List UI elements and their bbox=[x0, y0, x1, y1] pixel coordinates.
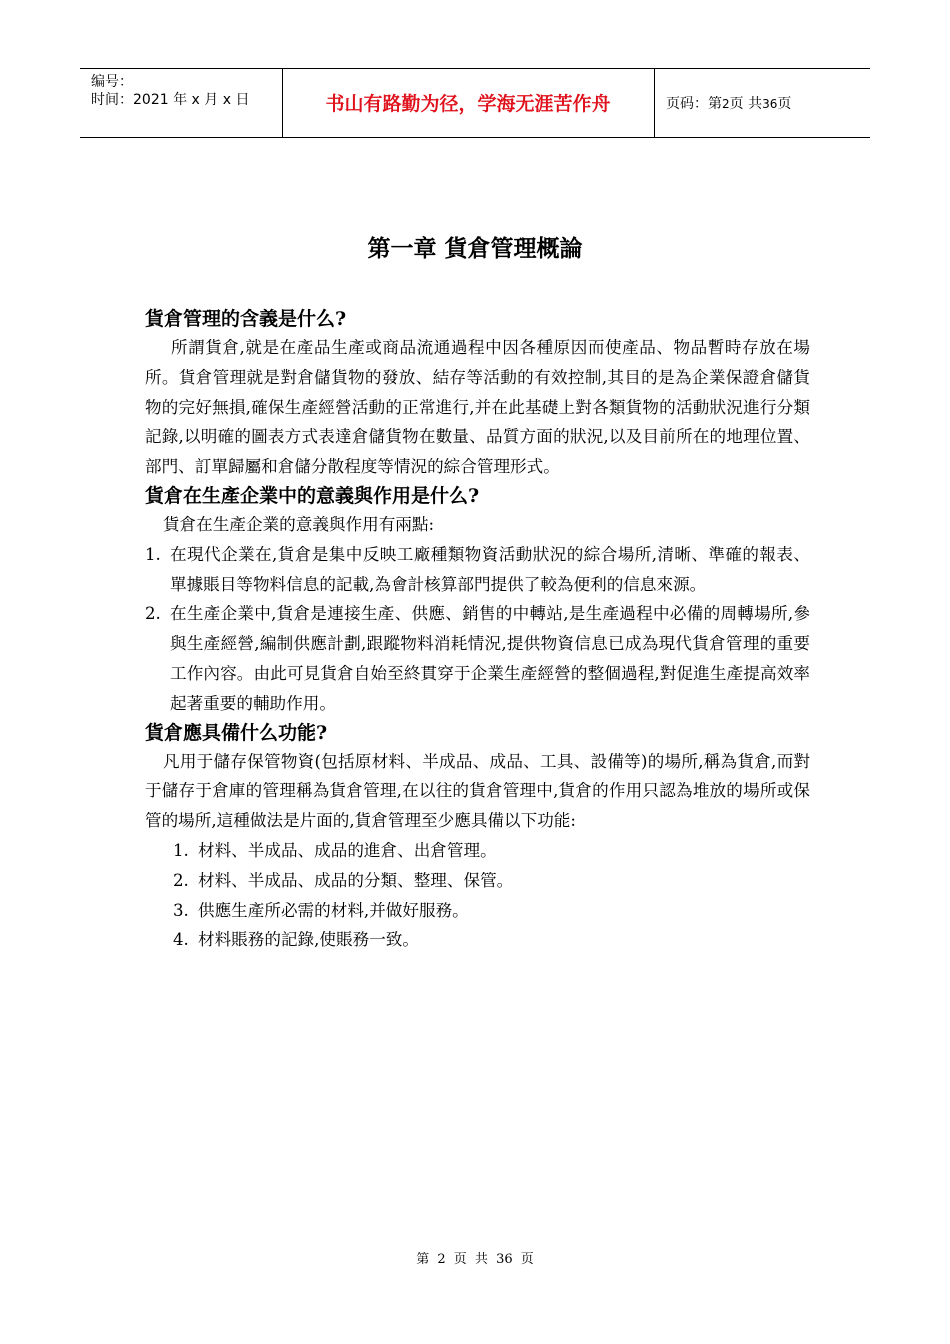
list-item bbox=[145, 540, 810, 600]
chapter-title: 第一章 貨倉管理概論 bbox=[367, 235, 583, 262]
footer-prefix: 第 bbox=[416, 1252, 430, 1267]
list-item-text: 材料、半成品、成品的進倉、出倉管理。 bbox=[198, 840, 497, 860]
slogan: 书山有路勤为径，学海无涯苦作舟 bbox=[325, 93, 611, 115]
page-code-suffix: 页 bbox=[777, 96, 792, 112]
section-heading: 貨倉在生產企業中的意義與作用是什么? bbox=[145, 484, 480, 507]
section-paragraph: 凡用于儲存保管物資(包括原材料、半成品、成品、工具、設備等)的場所,稱為貨倉,而對于儲存于倉庫的管理稱為貨倉管理,在以往的貨倉管理中,貨倉的作用只認為堆放的場所或保管的場所,這種做法是片面的,貨倉管理至少應具備以下功能: bbox=[145, 751, 810, 831]
page-code-total: 36 bbox=[762, 97, 778, 111]
document-date: 时间：2021 年 x 月 x 日 bbox=[91, 92, 250, 108]
header-slogan-cell bbox=[282, 69, 655, 137]
list-item-number: 4. bbox=[173, 930, 189, 950]
list-item-number: 2. bbox=[145, 604, 161, 624]
list-item-text: 材料、半成品、成品的分類、整理、保管。 bbox=[198, 870, 514, 890]
list-item-number: 1. bbox=[173, 840, 189, 860]
list-item bbox=[145, 599, 810, 718]
page-code-mid: 页 共 bbox=[729, 96, 763, 112]
header-info-cell bbox=[80, 69, 283, 137]
page-code-prefix: 页码：第 bbox=[666, 96, 722, 112]
list-item-number: 1. bbox=[145, 544, 161, 564]
list-item-text: 供應生產所必需的材料,并做好服務。 bbox=[198, 900, 469, 920]
section-significance bbox=[145, 482, 810, 719]
list-item bbox=[173, 866, 810, 896]
list-item bbox=[173, 925, 810, 955]
footer-current-page: 2 bbox=[437, 1252, 446, 1267]
section-heading: 貨倉應具備什么功能? bbox=[145, 721, 328, 744]
functions-list bbox=[145, 836, 810, 955]
footer-mid: 页 共 bbox=[453, 1252, 488, 1267]
list-item bbox=[173, 896, 810, 926]
list-item-number: 3. bbox=[173, 900, 189, 920]
document-number-label: 编号： bbox=[91, 74, 133, 90]
section-functions bbox=[145, 719, 810, 956]
significance-list bbox=[145, 540, 810, 719]
list-item-text: 在現代企業在,貨倉是集中反映工廠種類物資活動狀況的綜合場所,清晰、準確的報表、單據賬目等物料信息的記載,為會計核算部門提供了較為便利的信息來源。 bbox=[170, 544, 810, 594]
page-header bbox=[80, 68, 870, 138]
header-page-cell bbox=[654, 69, 870, 137]
footer-suffix: 页 bbox=[520, 1252, 534, 1267]
list-item-text: 在生產企業中,貨倉是連接生產、供應、銷售的中轉站,是生產過程中必備的周轉場所,參與生產經營,編制供應計劃,跟蹤物料消耗情況,提供物資信息已成為現代貨倉管理的重要工作內容。由此可見貨倉自始至終貫穿于企業生產經營的整個過程,對促進生產提高效率起著重要的輔助作用。 bbox=[170, 604, 810, 713]
page-code bbox=[666, 93, 791, 113]
page-footer bbox=[0, 1248, 950, 1267]
section-meaning bbox=[145, 305, 810, 482]
page-code-current: 2 bbox=[722, 97, 730, 111]
section-paragraph: 貨倉在生產企業的意義與作用有兩點: bbox=[163, 514, 435, 534]
section-heading: 貨倉管理的含義是什么? bbox=[145, 308, 347, 330]
document-body bbox=[145, 305, 810, 955]
list-item bbox=[173, 836, 810, 866]
list-item-text: 材料賬務的記錄,使賬務一致。 bbox=[198, 930, 419, 950]
list-item-number: 2. bbox=[173, 870, 189, 890]
section-paragraph: 所謂貨倉,就是在產品生產或商品流通過程中因各種原因而使產品、物品暫時存放在場所。貨倉管理就是對倉儲貨物的發放、結存等活動的有效控制,其目的是為企業保證倉儲貨物的完好無損,確保生產經營活動的正常進行,并在此基礎上對各類貨物的活動狀況進行分類記錄,以明確的圖表方式表達倉儲貨物在數量、品質方面的狀況,以及目前所在的地理位置、部門、訂單歸屬和倉儲分散程度等情況的綜合管理形式。 bbox=[145, 338, 810, 477]
footer-total-pages: 36 bbox=[496, 1252, 513, 1267]
